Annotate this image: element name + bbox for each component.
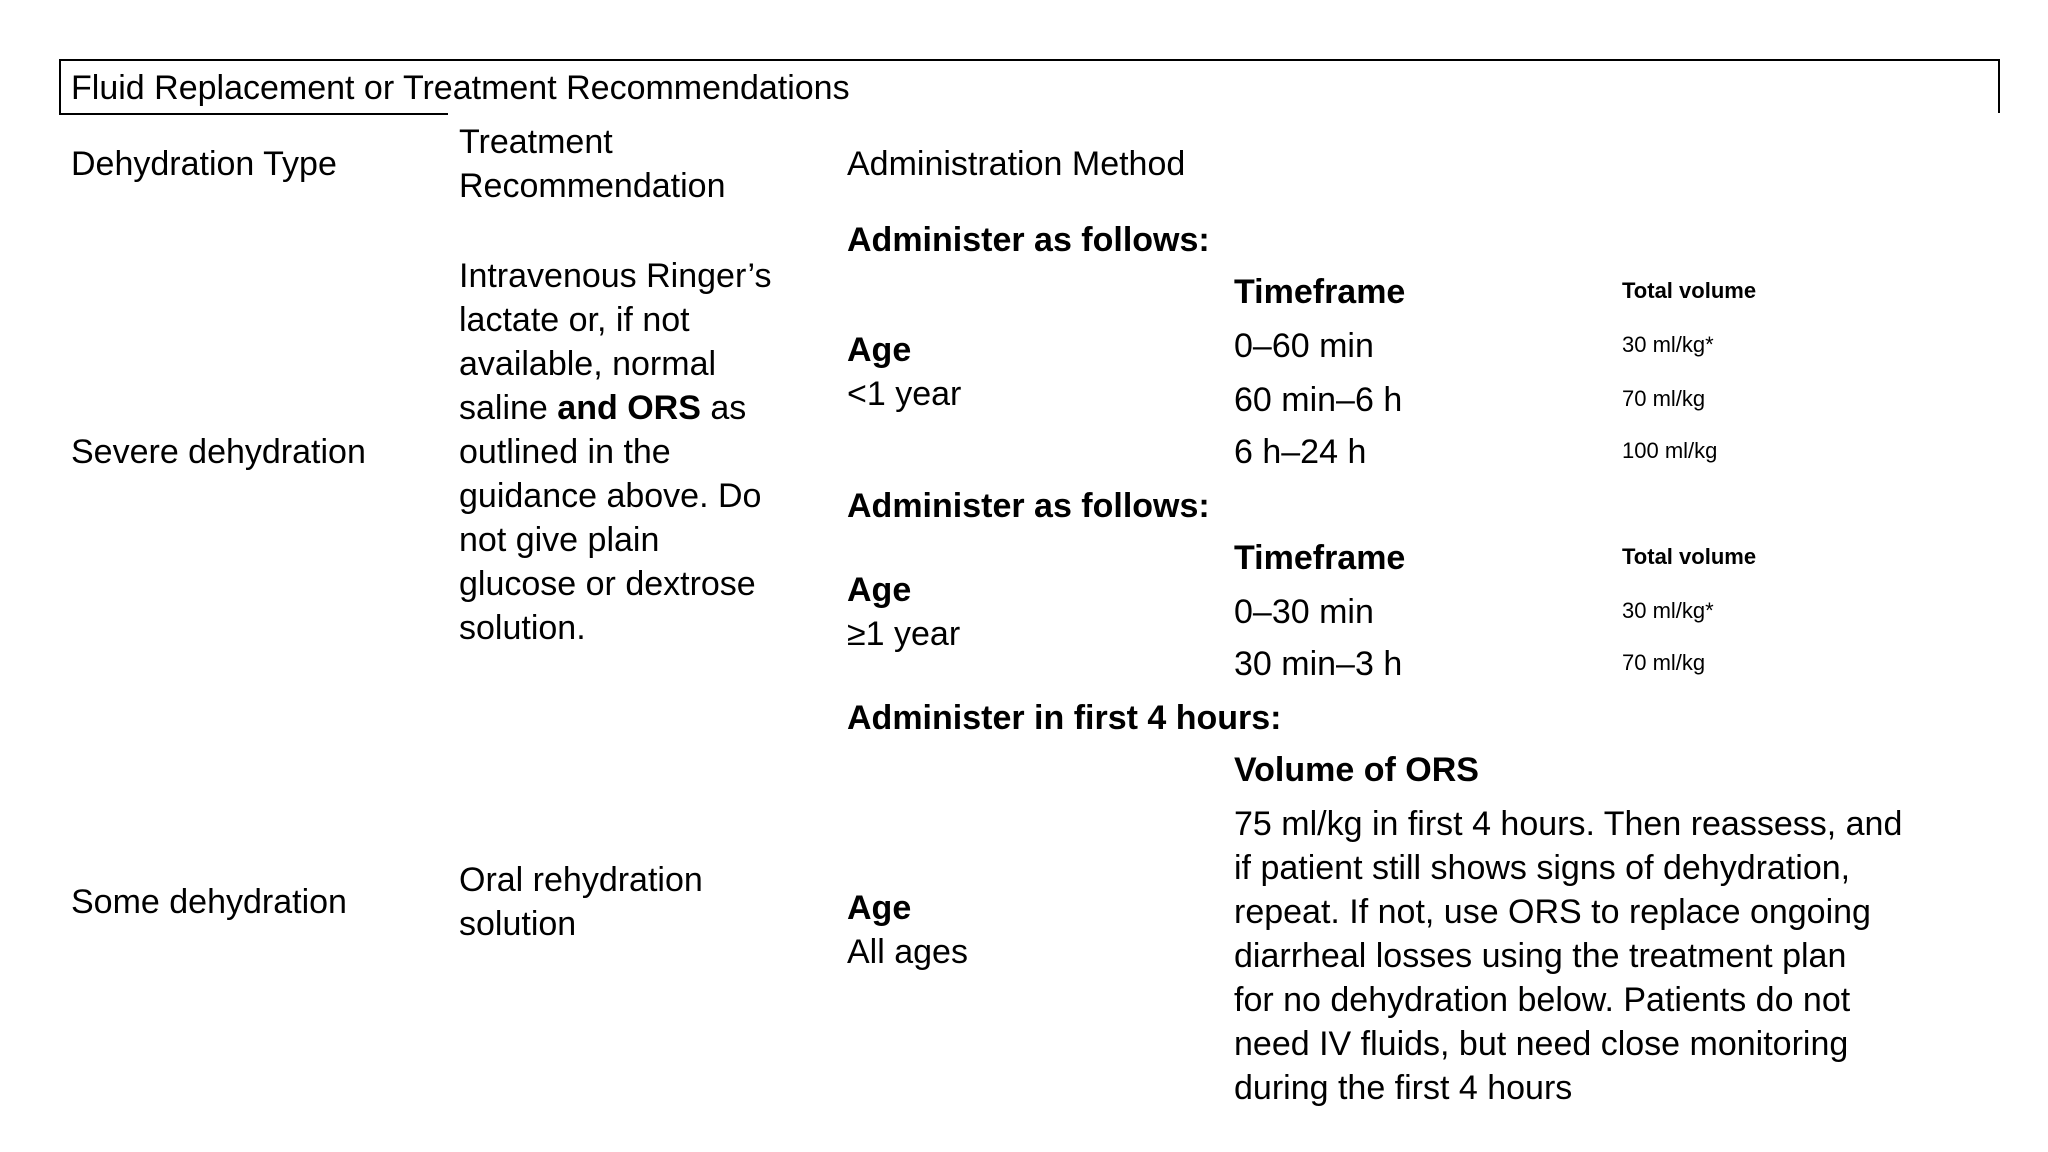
severe-treatment-line: solution. [459,609,586,647]
under1-volume-cell: 70 ml/kg [1622,386,1706,411]
under1-timeframe-cell: 0–60 min [1234,327,1374,365]
under1-age-value: <1 year [847,375,962,413]
some-volume-line: repeat. If not, use ORS to replace ongoing [1234,893,1871,931]
under1-volume-cell: 100 ml/kg [1622,438,1718,463]
severe-treatment-line: Intravenous Ringer’s [459,257,772,295]
over1-age-label: Age [847,571,912,609]
some-age-label: Age [847,889,912,927]
some-treatment-line: solution [459,905,577,943]
some-volume-line: during the first 4 hours [1234,1069,1573,1107]
over1-age-value: ≥1 year [847,615,961,653]
severe-treatment-text [459,254,771,650]
table-title: Fluid Replacement or Treatment Recommendations [71,69,850,107]
title-box-right-border [1998,59,2000,113]
some-dehydration-type: Some dehydration [71,883,347,921]
some-volume-header: Volume of ORS [1234,751,1479,789]
over1-heading: Administer as follows: [847,487,1210,525]
some-volume-line: 75 ml/kg in first 4 hours. Then reassess, and [1234,805,1903,843]
over1-volume-cell: 30 ml/kg* [1622,598,1714,623]
under1-timeframe-cell: 6 h–24 h [1234,433,1367,471]
title-box-top-border [59,59,1999,61]
over1-timeframe-cell: 0–30 min [1234,593,1374,631]
severe-treatment-line: not give plain [459,521,660,559]
some-age-value: All ages [847,933,968,971]
some-treatment-line: Oral rehydration [459,861,703,899]
header-administration-method: Administration Method [847,145,1186,183]
severe-treatment-line: available, normal [459,345,717,383]
over1-timeframe-cell: 30 min–3 h [1234,645,1403,683]
some-volume-line: for no dehydration below. Patients do not [1234,981,1851,1019]
over1-volume-cell: 70 ml/kg [1622,650,1706,675]
under1-volume-cell: 30 ml/kg* [1622,332,1714,357]
under1-age-label: Age [847,331,912,369]
under1-timeframe-cell: 60 min–6 h [1234,381,1403,419]
header-treatment-line2: Recommendation [459,167,726,205]
under1-volume-header: Total volume [1622,278,1757,303]
header-dehydration-type: Dehydration Type [71,145,337,183]
under1-timeframe-header: Timeframe [1234,273,1406,311]
some-volume-text [1234,802,1902,1110]
and-ors-bold: and ORS [557,389,701,427]
over1-timeframe-header: Timeframe [1234,539,1406,577]
title-box-left-border [59,59,61,113]
some-volume-line: diarrheal losses using the treatment plan [1234,937,1847,975]
some-heading: Administer in first 4 hours: [847,699,1282,737]
title-box-bottom-border [59,113,448,115]
under1-heading: Administer as follows: [847,221,1210,259]
some-treatment-text [459,858,703,946]
over1-volume-header: Total volume [1622,544,1757,569]
severe-treatment-line: saline and ORS as [459,389,747,427]
severe-treatment-line: outlined in the [459,433,671,471]
header-treatment-line1: Treatment [459,123,613,161]
severe-treatment-line: glucose or dextrose [459,565,756,603]
severe-treatment-line: lactate or, if not [459,301,690,339]
severe-dehydration-type: Severe dehydration [71,433,366,471]
some-volume-line: need IV fluids, but need close monitoring [1234,1025,1849,1063]
some-volume-line: if patient still shows signs of dehydration, [1234,849,1851,887]
severe-treatment-line: guidance above. Do [459,477,762,515]
